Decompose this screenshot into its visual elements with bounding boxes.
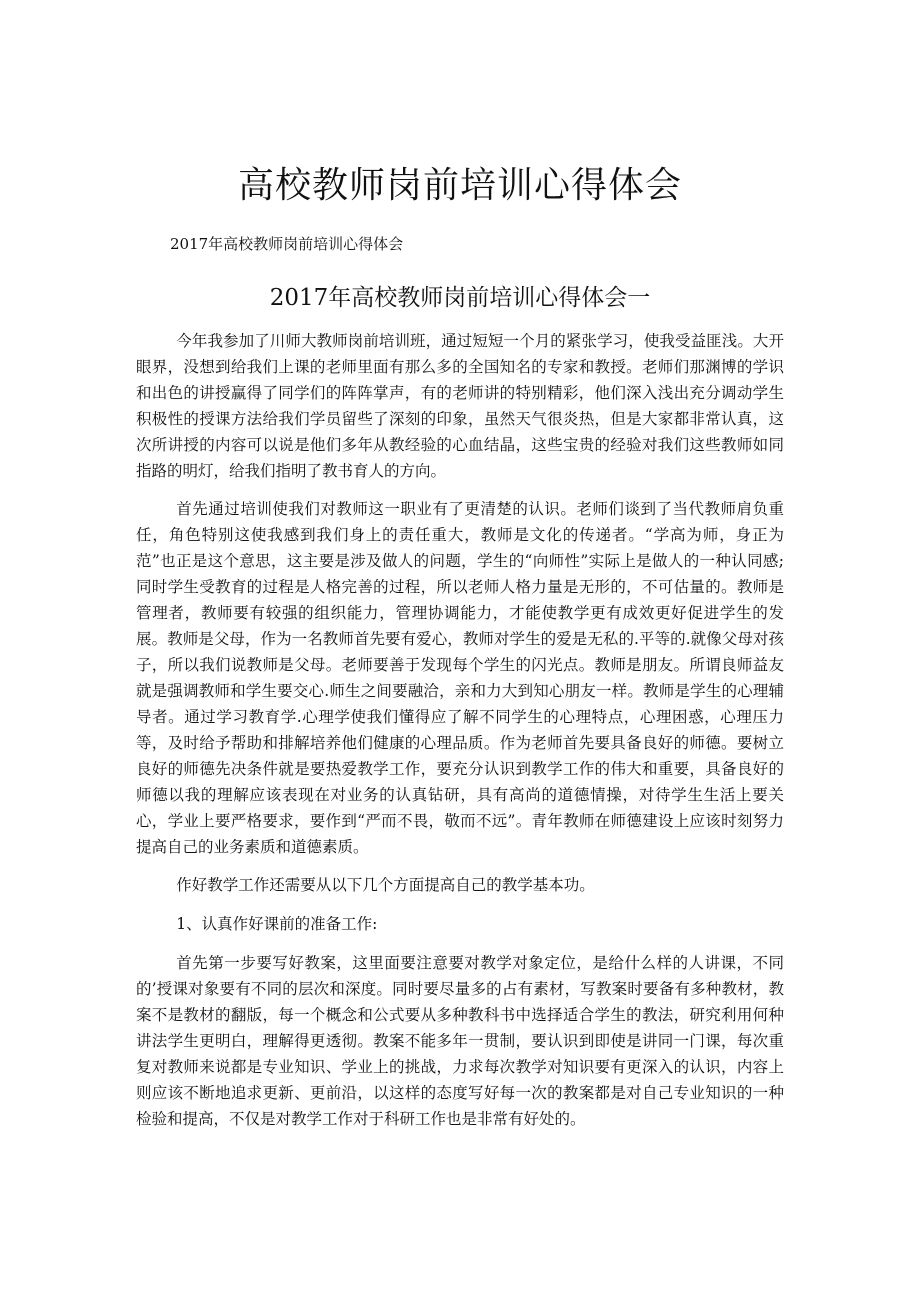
paragraph-2: 首先通过培训使我们对教师这一职业有了更清楚的认识。老师们谈到了当代教师肩负重任，角色特别这使我感到我们身上的责任重大，教师是文化的传递者。“学高为师，身正为范”也正是这个意思，这主要是涉及做人的问题，学生的“向师性”实际上是做人的一种认同感;同时学生受教育的过程是人格完善的过程，所以老师人格力量是无形的，不可估量的。教师是管理者，教师要有较强的组织能力，管理协调能力，才能使教学更有成效更好促进学生的发展。教师是父母，作为一名教师首先要有爱心，教师对学生的爱是无私的.平等的.就像父母对孩子，所以我们说教师是父母。老师要善于发现每个学生的闪光点。教师是朋友。所谓良师益友就是强调教师和学生要交心.师生之间要融洽，亲和力大到知心朋友一样。教师是学生的心理辅导者。通过学习教育学.心理学使我们懂得应了解不同学生的心理特点，心理困惑，心理压力等，及时给予帮助和排解培养他们健康的心理品质。作为老师首先要具备良好的师德。要树立良好的师德先决条件就是要热爱教学工作，要充分认识到教学工作的伟大和重要，具备良好的师德以我的理解应该表现在对业务的认真钻研，具有高尚的道德情操，对待学生生活上要关心，学业上要严格要求，要作到“严而不畏，敬而不远”。青年教师在师德建设上应该时刻努力提高自己的业务素质和道德素质。 — [136, 500, 784, 856]
document-title: 高校教师岗前培训心得体会 — [237, 165, 682, 206]
document-body — [136, 328, 784, 1144]
section-title: 2017年高校教师岗前培训心得体会一 — [269, 285, 651, 311]
paragraph-4: 1、认真作好课前的准备工作: — [176, 915, 378, 933]
document-subtitle: 2017年高校教师岗前培训心得体会 — [170, 235, 404, 253]
paragraph-1: 今年我参加了川师大教师岗前培训班，通过短短一个月的紧张学习，使我受益匪浅。大开眼界，没想到给我们上课的老师里面有那么多的全国知名的专家和教授。老师们那渊博的学识和出色的讲授赢得了同学们的阵阵掌声，有的老师讲的特别精彩，他们深入浅出充分调动学生积极性的授课方法给我们学员留些了深刻的印象，虽然天气很炎热，但是大家都非常认真，这次所讲授的内容可以说是他们多年从教经验的心血结晶，这些宝贵的经验对我们这些教师如同指路的明灯，给我们指明了教书育人的方向。 — [136, 332, 784, 480]
paragraph-3: 作好教学工作还需要从以下几个方面提高自己的教学基本功。 — [176, 876, 595, 894]
paragraph-5: 首先第一步要写好教案，这里面要注意要对教学对象定位，是给什么样的人讲课，不同的’授课对象要有不同的层次和深度。同时要尽量多的占有素材，写教案时要备有多种教材，教案不是教材的翻版，每一个概念和公式要从多种教科书中选择适合学生的教法，研究利用何种讲法学生更明白，理解得更透彻。教案不能多年一贯制，要认识到即使是讲同一门课，每次重复对教师来说都是专业知识、学业上的挑战，力求每次教学对知识要有更深入的认识，内容上则应该不断地追求更新、更前沿，以这样的态度写好每一次的教案都是对自己专业知识的一种检验和提高，不仅是对教学工作对于科研工作也是非常有好处的。 — [136, 954, 784, 1128]
